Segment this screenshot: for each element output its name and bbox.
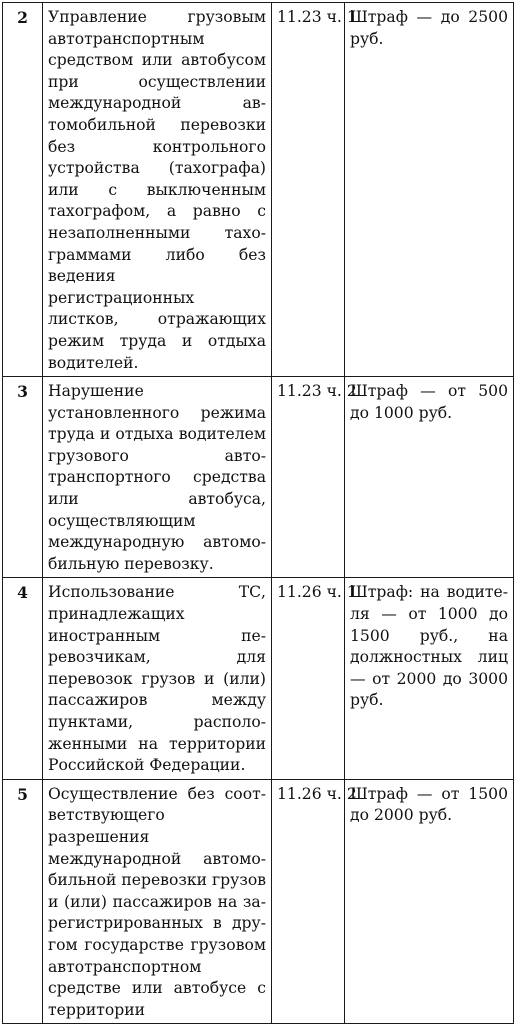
offense-description: Управление грузовым автотранспортным средством или автобусом при осуществлении международной автомобильной перевозки без контрольного устройства (тахографа) или с выключенным тахографом, а равно с незаполненными тахограммами либо без ведения регистрационных листков, отражающих режим труда и отдыха водителей.	[43, 3, 272, 377]
penalty-text: Штраф — от 500 до 1000 руб.	[345, 377, 514, 578]
table-row	[3, 779, 514, 1024]
offense-description: Нарушение установленного режима труда и отдыха водителем грузового автотранспортного средства или автобуса, осуществляющим международную автомобильную перевозку.	[43, 377, 272, 578]
penalty-table	[2, 2, 514, 1024]
table-row	[3, 377, 514, 578]
code-article: 11.26 ч. 1	[272, 578, 345, 779]
row-number: 5	[3, 779, 43, 1024]
offense-description: Осуществление без соответствующего разрешения международной автомобильной перевозки грузов и (или) пассажиров на зарегистрированных в другом государстве грузовом автотранспортном средстве или автобусе с территории	[43, 779, 272, 1024]
penalty-text: Штраф — до 2500 руб.	[345, 3, 514, 377]
row-number: 2	[3, 3, 43, 377]
code-article: 11.26 ч. 2	[272, 779, 345, 1024]
code-article: 11.23 ч. 1	[272, 3, 345, 377]
penalty-text: Штраф — от 1500 до 2000 руб.	[345, 779, 514, 1024]
offense-description: Использование ТС, принадлежащих иностранным перевозчикам, для перевозок грузов и (или) пассажиров между пунктами, расположенными на территории Российской Федерации.	[43, 578, 272, 779]
table-row	[3, 3, 514, 377]
code-article: 11.23 ч. 2	[272, 377, 345, 578]
row-number: 4	[3, 578, 43, 779]
penalty-text: Штраф: на водителя — от 1000 до 1500 руб., на должностных лиц — от 2000 до 3000 руб.	[345, 578, 514, 779]
table-row	[3, 578, 514, 779]
row-number: 3	[3, 377, 43, 578]
